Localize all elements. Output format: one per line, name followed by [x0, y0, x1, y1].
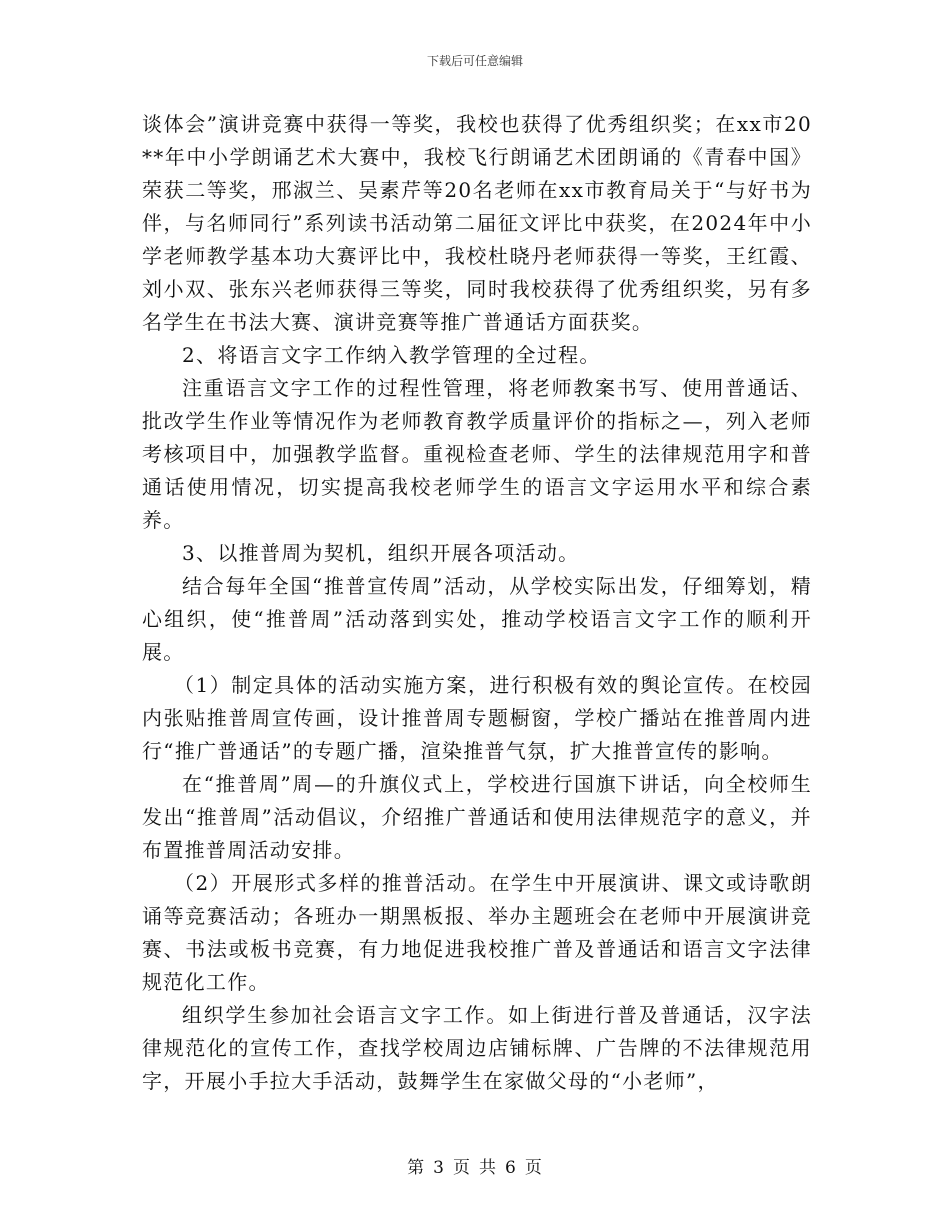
footer-prefix: 第 [407, 1158, 426, 1178]
paragraph-item-2: （2）开展形式多样的推普活动。在学生中开展演讲、课文或诗歌朗诵等竞赛活动；各班办一期黑板报、举办主题班会在老师中开展演讲竞赛、书法或板书竞赛，有力地促进我校推广普及普通话和语言文字法律规范化工作。 [142, 871, 812, 994]
section-heading-3: 3、以推普周为契机，组织开展各项活动。 [182, 541, 580, 565]
footer-current-page: 3 [433, 1158, 445, 1178]
paragraph-awards: 谈体会”演讲竞赛中获得一等奖，我校也获得了优秀组织奖；在xx市20**年中小学朗诵艺术大赛中，我校飞行朗诵艺术团朗诵的《青春中国》荣获二等奖，邢淑兰、吴素芹等20名老师在xx市教育局关于“与好书为伴，与名师同行”系列读书活动第二届征文评比中获奖，在2024年中小学老师教学基本功大赛评比中，我校杜晓丹老师获得一等奖，王红霞、刘小双、张东兴老师获得三等奖，同时我校获得了优秀组织奖，另有多名学生在书法大赛、演讲竞赛等推广普通话方面获奖。 [142, 112, 812, 334]
paragraph-flag-ceremony: 在“推普周”周—的升旗仪式上，学校进行国旗下讲话，向全校师生发出“推普周”活动倡议，介绍推广普通话和使用法律规范字的意义，并布置推普周活动安排。 [142, 772, 812, 862]
document-body [142, 108, 812, 1098]
footer-total-label: 页 [524, 1158, 543, 1178]
footer-total-prefix: 共 [479, 1158, 497, 1178]
paragraph-social-work: 组织学生参加社会语言文字工作。如上街进行普及普通话，汉字法律规范化的宣传工作，查找学校周边店铺标牌、广告牌的不法律规范用字，开展小手拉大手活动，鼓舞学生在家做父母的“小老师”， [142, 1003, 812, 1093]
paragraph-promotion-week: 结合每年全国“推普宣传周”活动，从学校实际出发，仔细筹划，精心组织，使“推普周”活动落到实处，推动学校语言文字工作的顺利开展。 [142, 574, 812, 664]
footer-page-label: 页 [453, 1158, 471, 1178]
footer-total-pages: 6 [505, 1158, 517, 1178]
paragraph-item-1: （1）制定具体的活动实施方案，进行积极有效的舆论宣传。在校园内张贴推普周宣传画，设计推普周专题橱窗，学校广播站在推普周内进行“推广普通话”的专题广播，渲染推普气氛，扩大推普宣传的影响。 [142, 673, 812, 763]
paragraph-process-management: 注重语言文字工作的过程性管理，将老师教案书写、使用普通话、批改学生作业等情况作为老师教育教学质量评价的指标之—，列入老师考核项目中，加强教学监督。重视检查老师、学生的法律规范用字和普通话使用情况，切实提高我校老师学生的语言文字运用水平和综合素养。 [142, 376, 812, 532]
section-heading-2: 2、将语言文字工作纳入教学管理的全过程。 [182, 343, 601, 367]
page-footer [0, 1153, 950, 1178]
page-header: 下载后可任意编辑 [426, 54, 523, 68]
